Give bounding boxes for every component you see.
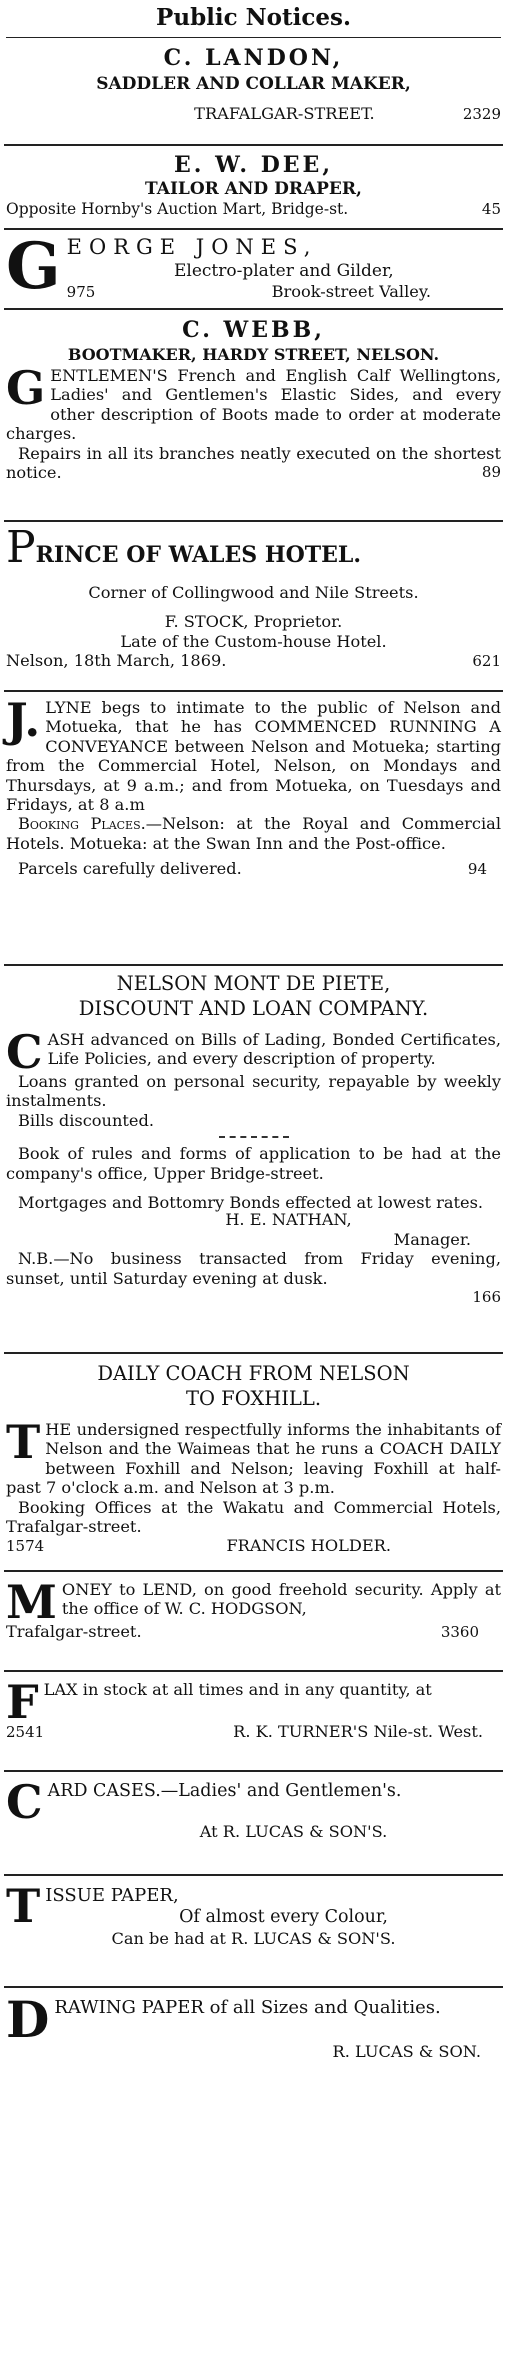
ad-lyne-number: 94	[467, 860, 487, 879]
ad-flax-number: 2541	[6, 1723, 45, 1741]
ad-piete	[6, 966, 501, 1352]
ad-piete-title1: NELSON MONT DE PIETE,	[116, 972, 391, 995]
ad-jones-footer	[67, 282, 501, 302]
ad-money-initial: M	[6, 1575, 57, 1629]
ad-flax-seller: R. K. TURNER'S Nile-st. West.	[233, 1722, 483, 1741]
ad-lyne-footer	[6, 859, 501, 879]
ad-piete-signer: H. E. NATHAN,	[225, 1210, 352, 1230]
ad-webb-name: C. WEBB,	[182, 317, 325, 343]
ad-lyne-parcels: Parcels carefully delivered.	[18, 859, 242, 879]
ad-piete-initial: C	[6, 1025, 43, 1079]
ad-cards-initial: C	[6, 1775, 43, 1829]
ad-webb-initial: G	[6, 361, 46, 415]
ad-money-body: ONEY to LEND, on good freehold security. Apply at the office of W. C. HODGSON,	[61, 1580, 501, 1619]
ad-money-street: Trafalgar-street.	[6, 1622, 142, 1641]
ad-drawing-body-wrap	[6, 1990, 501, 2049]
ad-landon-address: TRAFALGAR-STREET.	[194, 104, 375, 123]
ad-piete-book: Book of rules and forms of application to be had at the company's office, Upper Bridge-street.	[6, 1144, 501, 1183]
ad-piete-bills: Bills discounted.	[18, 1110, 154, 1130]
ad-coach-body-wrap	[6, 1415, 501, 1498]
ad-jones-number: 975	[66, 283, 96, 301]
ad-webb-body: ENTLEMEN'S French and English Calf Wellingtons, Ladies' and Gentlemen's Elastic Sides, and every other description of Boots made to order at moderate charges.	[6, 366, 501, 444]
ad-prince-corner: Corner of Collingwood and Nile Streets.	[88, 583, 419, 602]
ad-landon-name: C. LANDON,	[163, 45, 344, 71]
ad-piete-nb: N.B.—No business transacted from Friday evening, sunset, until Saturday evening at dusk.	[6, 1249, 501, 1288]
section-title: Public Notices.	[6, 0, 501, 38]
ad-prince-name: RINCE OF WALES HOTEL.	[35, 542, 362, 568]
ad-piete-number: 166	[472, 1288, 501, 1307]
ad-landon-footer	[6, 104, 501, 124]
ad-webb-body-wrap	[6, 361, 501, 444]
ad-tissue-initial: T	[6, 1879, 41, 1933]
ad-piete-loans: Loans granted on personal security, repayable by weekly instalments.	[6, 1072, 501, 1111]
ad-prince	[6, 522, 501, 690]
ad-lyne-booking-label: Booking Places.	[18, 814, 146, 834]
ad-money-number: 3360	[440, 1623, 479, 1641]
ad-dee	[6, 146, 501, 228]
ad-prince-number: 621	[472, 652, 501, 671]
ad-jones-address: Brook-street Valley.	[271, 282, 431, 301]
ad-coach	[6, 1354, 501, 1570]
ad-piete-body-wrap	[6, 1025, 501, 1079]
ad-prince-footer	[6, 651, 501, 671]
ad-lyne	[6, 692, 501, 964]
ad-jones	[6, 230, 501, 308]
ad-drawing-initial: D	[6, 1990, 50, 2049]
ad-coach-initial: T	[6, 1415, 41, 1469]
ad-tissue	[6, 1876, 501, 1986]
ad-dee-address: Opposite Hornby's Auction Mart, Bridge-st.	[6, 200, 349, 218]
ad-coach-footer	[6, 1536, 501, 1556]
ad-flax-initial: F	[6, 1675, 39, 1729]
ad-cards	[6, 1772, 501, 1874]
ad-piete-title2: DISCOUNT AND LOAN COMPANY.	[78, 997, 429, 1020]
ad-prince-date: Nelson, 18th March, 1869.	[6, 651, 227, 671]
ad-coach-title1: DAILY COACH FROM NELSON	[97, 1362, 410, 1385]
ad-landon-number: 2329	[462, 105, 501, 123]
ad-jones-name: EORGE JONES,	[66, 235, 318, 259]
ad-money	[6, 1572, 501, 1670]
ad-drawing-body: RAWING PAPER of all Sizes and Qualities.	[54, 1997, 441, 2018]
ad-webb-repairs: Repairs in all its branches neatly executed on the shortest notice.	[6, 443, 501, 483]
ad-tissue-line2: Of almost every Colour,	[179, 1907, 388, 1927]
ad-dee-trade: TAILOR AND DRAPER,	[145, 179, 362, 199]
ad-jones-trade: Electro-plater and Gilder,	[173, 261, 394, 281]
ad-prince-initial: P	[6, 522, 36, 573]
ad-piete-role: Manager.	[393, 1229, 471, 1249]
ad-webb	[6, 310, 501, 520]
ad-cards-seller: At R. LUCAS & SON'S.	[199, 1822, 388, 1841]
ad-dee-name: E. W. DEE,	[174, 152, 333, 178]
ad-prince-late: Late of the Custom-house Hotel.	[120, 631, 387, 651]
ad-coach-booking: Booking Offices at the Wakatu and Commercial Hotels, Trafalgar-street.	[6, 1497, 501, 1537]
ad-lyne-body: LYNE begs to intimate to the public of Nelson and Motueka, that he has COMMENCED RUNNING A CONVEYANCE between Nelson and Motueka; starting from the Commercial Hotel, Nelson, on Mondays and Thursdays, at 9 a.m.; and from Motueka, on Tuesdays and Fridays, at 8 a.m	[6, 698, 501, 815]
ad-flax	[6, 1672, 501, 1770]
ad-cards-body-wrap	[6, 1775, 501, 1829]
ad-coach-number: 1574	[6, 1537, 45, 1556]
ad-flax-body: LAX in stock at all times and in any quantity, at	[43, 1680, 432, 1699]
ad-prince-title	[6, 522, 501, 577]
ad-landon	[6, 38, 501, 144]
ad-dee-number: 45	[481, 200, 501, 218]
ad-lyne-booking	[6, 814, 501, 853]
ad-webb-trade: BOOTMAKER, HARDY STREET, NELSON.	[67, 345, 440, 364]
ad-dee-footer	[6, 200, 501, 219]
ad-coach-body: HE undersigned respectfully informs the inhabitants of Nelson and the Waimeas that he runs a COACH DAILY between Foxhill and Nelson; leaving Foxhill at half-past 7 o'clock a.m. and Nelson at 3 p.m.	[6, 1420, 501, 1498]
ad-lyne-body-wrap	[6, 693, 501, 815]
ad-coach-title2: TO FOXHILL.	[185, 1387, 322, 1410]
ad-money-footer	[6, 1622, 501, 1642]
ad-prince-proprietor: F. STOCK, Proprietor.	[164, 612, 343, 632]
ad-piete-body: ASH advanced on Bills of Lading, Bonded Certificates, Life Policies, and every description of property.	[47, 1030, 501, 1069]
ad-piete-mortgages: Mortgages and Bottomry Bonds effected at lowest rates.	[18, 1193, 484, 1213]
ad-lyne-booking-text: —Nelson: at the Royal and Commercial Hotels. Motueka: at the Swan Inn and the Post-office.	[6, 814, 501, 853]
ad-lyne-initial: J.	[6, 693, 41, 747]
short-rule	[219, 1136, 289, 1138]
ad-drawing-seller: R. LUCAS & SON.	[332, 2042, 481, 2061]
ad-flax-body-wrap	[6, 1675, 501, 1729]
ad-coach-signer: FRANCIS HOLDER.	[226, 1536, 391, 1556]
ad-money-body-wrap	[6, 1575, 501, 1629]
ad-landon-trade: SADDLER AND COLLAR MAKER,	[96, 74, 411, 94]
ad-cards-body: ARD CASES.—Ladies' and Gentlemen's.	[47, 1781, 402, 1801]
ad-flax-footer	[6, 1722, 501, 1742]
ad-jones-initial: G	[6, 229, 61, 304]
ad-tissue-title: ISSUE PAPER,	[45, 1885, 179, 1906]
ad-drawing	[6, 1988, 501, 2084]
ad-tissue-line3: Can be had at R. LUCAS & SON'S.	[111, 1929, 396, 1949]
ad-webb-number: 89	[481, 463, 501, 482]
